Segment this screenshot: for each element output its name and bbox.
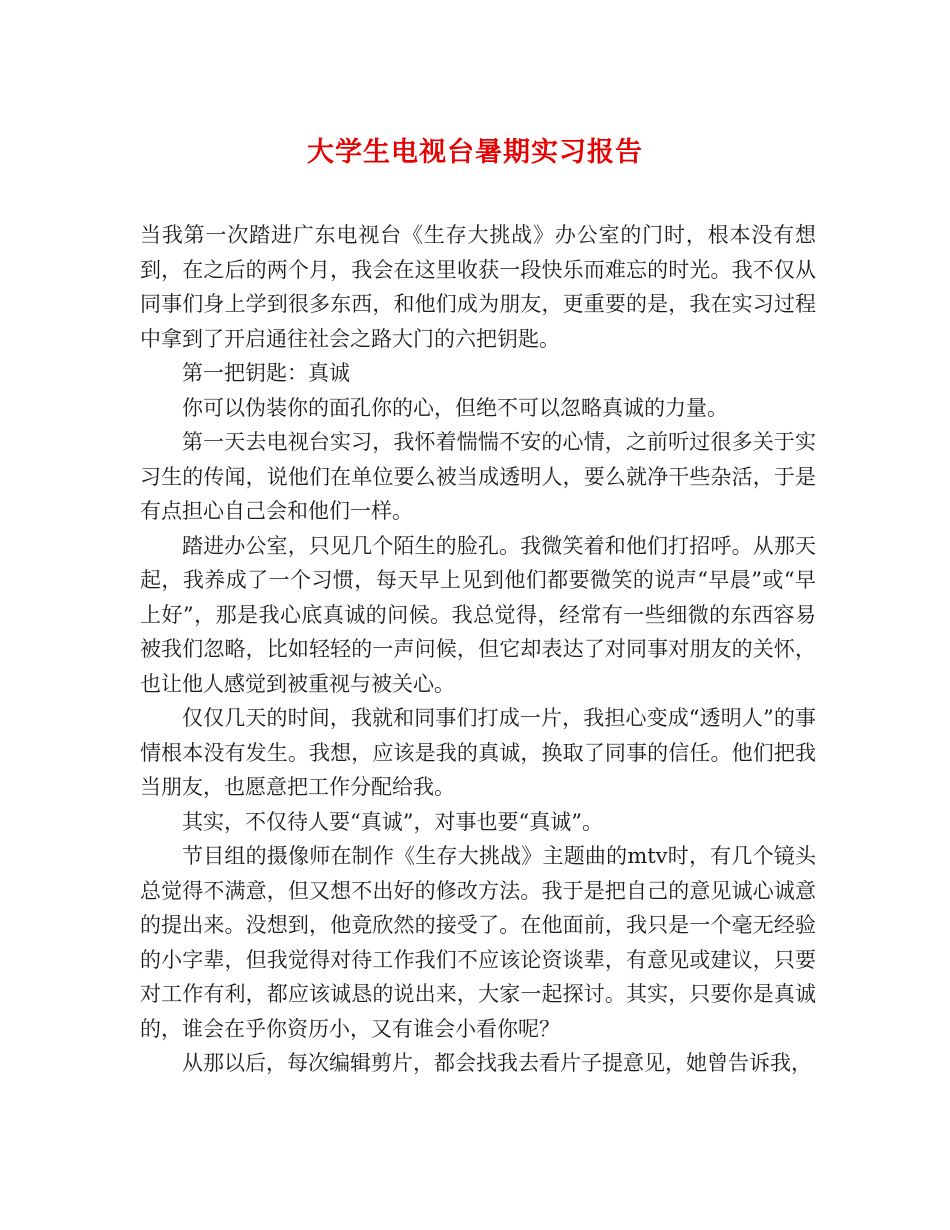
paragraph: 从那以后，每次编辑剪片，都会找我去看片子提意见，她曾告诉我， <box>182 1051 812 1075</box>
paragraph: 踏进办公室，只见几个陌生的脸孔。我微笑着和他们打招呼。从那天起，我养成了一个习惯，每天早上见到他们都要微笑的说声“早晨”或“早上好”，那是我心底真诚的问候。我总觉得，经常有一些细微的东西容易被我们忽略，比如轻轻的一声问候，但它却表达了对同事对朋友的关怀，也让他人感觉到被重视与被关心。 <box>140 533 816 696</box>
document-body <box>140 218 816 1081</box>
paragraph: 你可以伪装你的面孔你的心，但绝不可以忽略真诚的力量。 <box>182 395 728 420</box>
section-heading: 第一把钥匙：真诚 <box>182 361 350 385</box>
paragraph: 节目组的摄像师在制作《生存大挑战》主题曲的mtv时，有几个镜头总觉得不满意，但又想不出好的修改方法。我于是把自己的意见诚心诚意的提出来。没想到，他竟欣然的接受了。在他面前，我只是一个毫无经验的小字辈，但我觉得对待工作我们不应该论资谈辈，有意见或建议，只要对工作有利，都应该诚恳的说出来，大家一起探讨。其实，只要你是真诚的，谁会在乎你资历小，又有谁会小看你呢？ <box>140 844 816 1041</box>
paragraph: 其实，不仅待人要“真诚”，对事也要“真诚”。 <box>182 809 603 834</box>
paragraph: 第一天去电视台实习，我怀着惴惴不安的心情，之前听过很多关于实习生的传闻，说他们在单位要么被当成透明人，要么就净干些杂活，于是有点担心自己会和他们一样。 <box>140 430 816 523</box>
paragraph: 仅仅几天的时间，我就和同事们打成一片，我担心变成“透明人”的事情根本没有发生。我想，应该是我的真诚，换取了同事的信任。他们把我当朋友，也愿意把工作分配给我。 <box>140 706 816 799</box>
document-title: 大学生电视台暑期实习报告 <box>307 137 643 168</box>
paragraph: 当我第一次踏进广东电视台《生存大挑战》办公室的门时，根本没有想到，在之后的两个月，我会在这里收获一段快乐而难忘的时光。我不仅从同事们身上学到很多东西，和他们成为朋友，更重要的是，我在实习过程中拿到了开启通往社会之路大门的六把钥匙。 <box>140 223 816 351</box>
